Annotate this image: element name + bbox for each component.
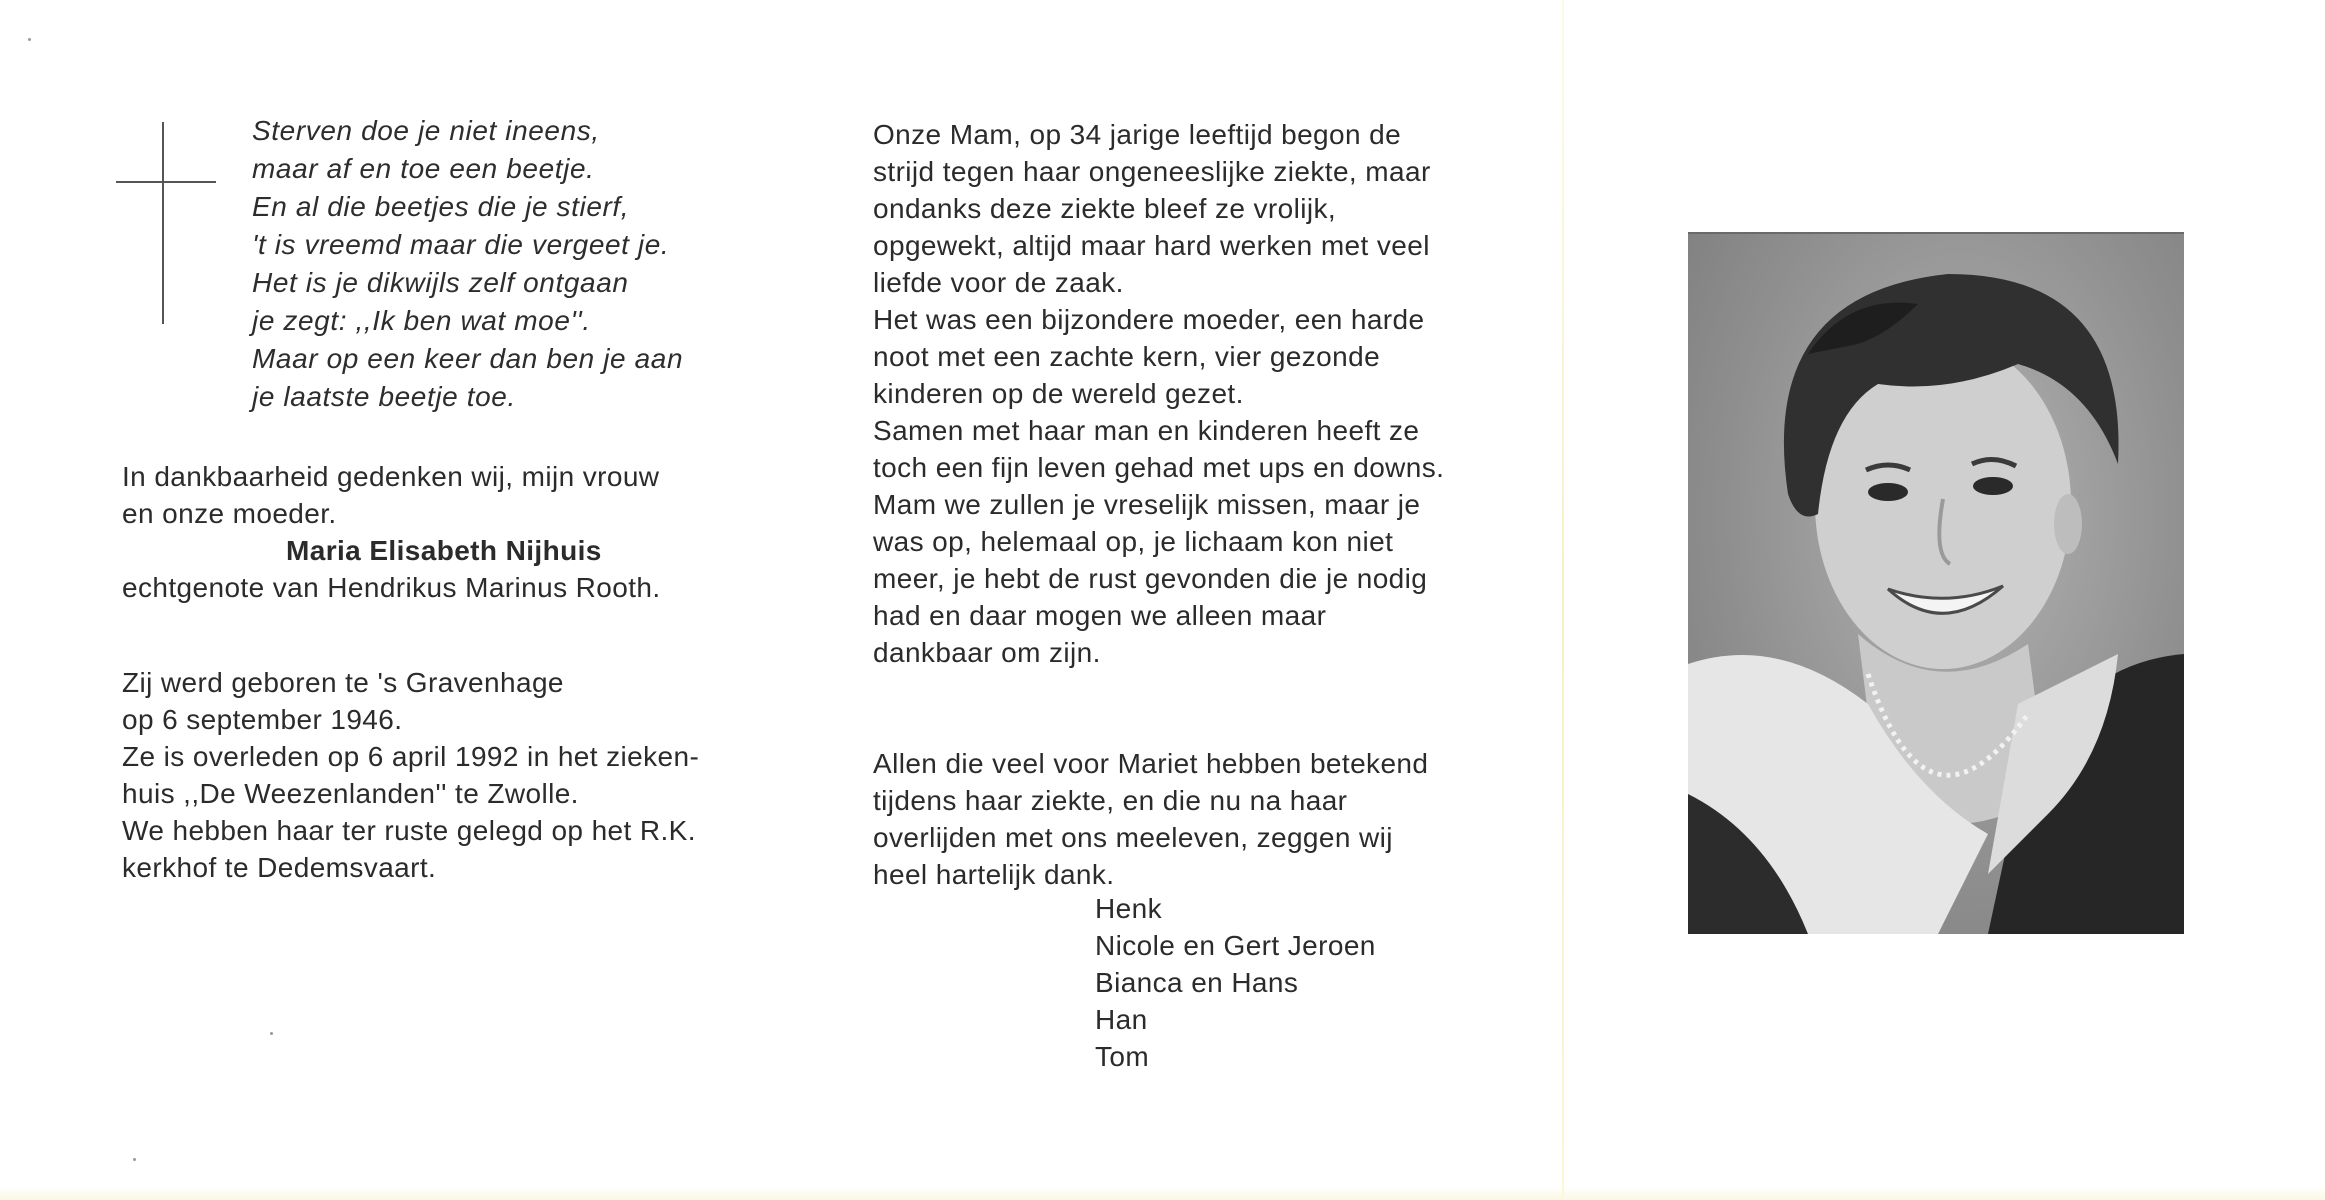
story-line: kinderen op de wereld gezet. bbox=[873, 378, 1244, 409]
paper-edge bbox=[0, 1186, 2325, 1200]
poem-line: je zegt: ,,Ik ben wat moe''. bbox=[252, 305, 591, 336]
intro-line: en onze moeder. bbox=[122, 498, 337, 529]
poem-line: 't is vreemd maar die vergeet je. bbox=[252, 229, 670, 260]
story-line: ondanks deze ziekte bleef ze vrolijk, bbox=[873, 193, 1337, 224]
story-line: noot met een zachte kern, vier gezonde bbox=[873, 341, 1381, 372]
poem bbox=[252, 112, 683, 416]
detail-line: We hebben haar ter ruste gelegd op het R.K. bbox=[122, 815, 696, 846]
detail-line: Zij werd geboren te 's Gravenhage bbox=[122, 667, 564, 698]
story-line: meer, je hebt de rust gevonden die je nodig bbox=[873, 563, 1428, 594]
life-details bbox=[122, 664, 699, 886]
poem-line: maar af en toe een beetje. bbox=[252, 153, 595, 184]
poem-line: Het is je dikwijls zelf ontgaan bbox=[252, 267, 629, 298]
intro-line: In dankbaarheid gedenken wij, mijn vrouw bbox=[122, 461, 660, 492]
story-line: toch een fijn leven gehad met ups en downs. bbox=[873, 452, 1445, 483]
portrait-photo bbox=[1688, 232, 2184, 934]
story-text bbox=[873, 116, 1444, 671]
story-line: had en daar mogen we alleen maar bbox=[873, 600, 1327, 631]
story-line: Samen met haar man en kinderen heeft ze bbox=[873, 415, 1420, 446]
fold-line bbox=[1562, 0, 1564, 1200]
spouse-line: echtgenote van Hendrikus Marinus Rooth. bbox=[122, 572, 661, 603]
poem-line: je laatste beetje toe. bbox=[252, 381, 516, 412]
signature-name: Bianca en Hans bbox=[1095, 967, 1299, 998]
story-line: strijd tegen haar ongeneeslijke ziekte, maar bbox=[873, 156, 1431, 187]
story-line: dankbaar om zijn. bbox=[873, 637, 1101, 668]
signature-name: Han bbox=[1095, 1004, 1148, 1035]
cross-icon bbox=[162, 122, 164, 324]
paper-speck bbox=[270, 1032, 273, 1035]
portrait-illustration bbox=[1688, 234, 2184, 934]
paper-speck bbox=[28, 38, 31, 41]
thanks-line: heel hartelijk dank. bbox=[873, 859, 1115, 890]
story-line: Het was een bijzondere moeder, een harde bbox=[873, 304, 1425, 335]
thanks-line: tijdens haar ziekte, en die nu na haar bbox=[873, 785, 1348, 816]
signature-name: Nicole en Gert Jeroen bbox=[1095, 930, 1376, 961]
paper-speck bbox=[133, 1158, 136, 1161]
cross-icon-bar bbox=[116, 181, 216, 183]
signature-name: Henk bbox=[1095, 893, 1162, 924]
deceased-name: Maria Elisabeth Nijhuis bbox=[286, 535, 602, 566]
signature-name: Tom bbox=[1095, 1041, 1150, 1072]
family-signatures bbox=[1095, 890, 1376, 1075]
story-line: Onze Mam, op 34 jarige leeftijd begon de bbox=[873, 119, 1402, 150]
thanks-line: Allen die veel voor Mariet hebben betekend bbox=[873, 748, 1429, 779]
poem-line: Sterven doe je niet ineens, bbox=[252, 115, 600, 146]
story-line: was op, helemaal op, je lichaam kon niet bbox=[873, 526, 1394, 557]
detail-line: huis ,,De Weezenlanden'' te Zwolle. bbox=[122, 778, 579, 809]
thanks-line: overlijden met ons meeleven, zeggen wij bbox=[873, 822, 1393, 853]
story-line: liefde voor de zaak. bbox=[873, 267, 1124, 298]
detail-line: op 6 september 1946. bbox=[122, 704, 403, 735]
detail-line: Ze is overleden op 6 april 1992 in het zieken- bbox=[122, 741, 700, 772]
detail-line: kerkhof te Dedemsvaart. bbox=[122, 852, 437, 883]
story-line: opgewekt, altijd maar hard werken met veel bbox=[873, 230, 1430, 261]
poem-line: En al die beetjes die je stierf, bbox=[252, 191, 630, 222]
remembrance-text bbox=[122, 458, 661, 606]
poem-line: Maar op een keer dan ben je aan bbox=[252, 343, 684, 374]
story-line: Mam we zullen je vreselijk missen, maar je bbox=[873, 489, 1421, 520]
thanks-text bbox=[873, 745, 1428, 893]
